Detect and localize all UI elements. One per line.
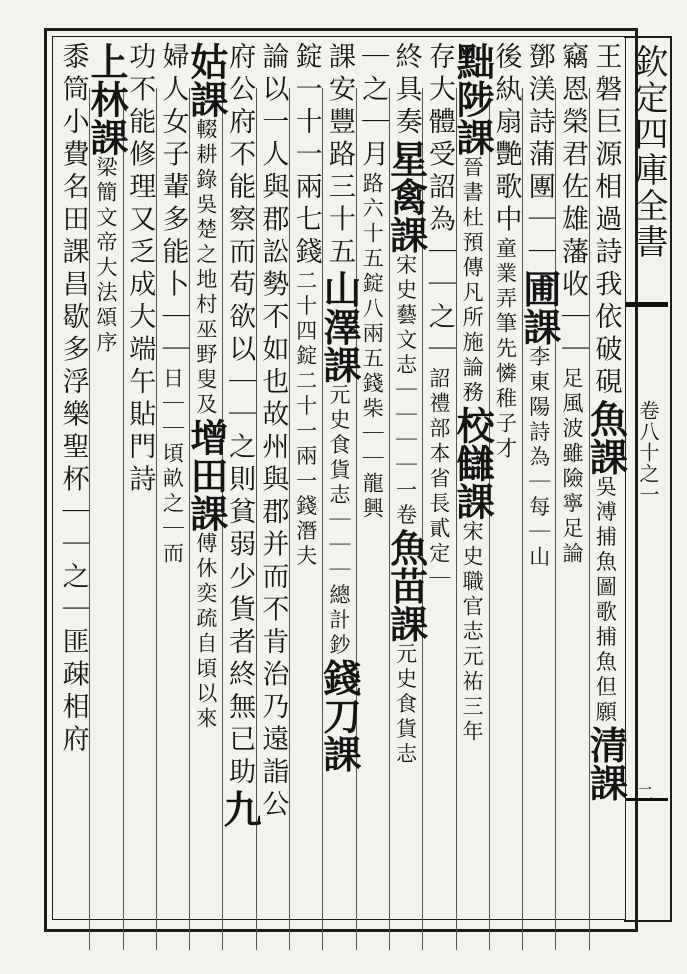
- citation-text: 輟耕錄吳楚之地村巫野叟及: [193, 118, 218, 418]
- body-text: 課安豐路三十五: [324, 42, 355, 270]
- body-text: 錠一十一兩七錢: [290, 42, 322, 270]
- entry-heading: 星禽課: [383, 139, 429, 254]
- citation-text: 梁簡文帝大法頌序: [93, 156, 118, 356]
- entry-heading: 魚苗課: [383, 528, 429, 643]
- citation-text: ｜｜龍興: [360, 422, 385, 522]
- entry-heading: 九: [217, 789, 263, 828]
- body-text: 鄧渼詩蒲團｜｜: [523, 42, 555, 270]
- entry-heading: 清課: [583, 725, 629, 802]
- body-text: 功不能修理又乏成大端午貼門詩: [124, 42, 156, 497]
- entry-heading: 校讎課: [450, 406, 496, 520]
- entry-heading: 增田課: [183, 418, 229, 532]
- citation-text: 潛夫: [293, 519, 318, 570]
- entry-heading: 圃課: [516, 269, 562, 346]
- citation-text: 詔禮部本省長貳定｜: [426, 367, 451, 592]
- citation-text: 元史食貨志｜｜｜總計鈔: [327, 383, 351, 659]
- entry-heading: 錢刀課: [317, 658, 362, 773]
- volume-label: 卷八十之一: [636, 400, 660, 505]
- citation-text: 路六十五錠八兩五錢柴: [360, 172, 385, 422]
- entry-heading: 山澤課: [317, 269, 362, 384]
- body-text: 存大體受詔為｜｜之｜: [423, 42, 455, 367]
- citation-text: 童業弄筆先憐稚子才: [493, 237, 518, 462]
- citation-text: 二十四錠二十一兩一錢: [293, 269, 318, 520]
- folio-number: 二: [636, 784, 654, 805]
- entry-heading: 魚課: [583, 399, 629, 476]
- citation-text: 傅休奕疏自頃以來: [193, 532, 218, 732]
- body-text: 論以一人與郡訟勢不如也故州與郡并而不肯治乃遠詣公: [257, 42, 289, 822]
- text-column: [50, 42, 96, 912]
- citation-text: 吳溥捕魚圖歌捕魚但願: [593, 475, 618, 726]
- body-text: 婦人女子輩多能卜｜｜: [157, 42, 189, 367]
- body-text: 王磐巨源相過詩我依破硯: [590, 42, 622, 400]
- citation-text: 李東陽詩為｜每｜山: [526, 345, 551, 571]
- citation-text: 宋史藝文志｜｜｜｜一卷: [393, 253, 418, 529]
- body-text: 黍筒小費名田課昌歇多浮樂聖杯｜｜之｜匪疎相府: [57, 42, 89, 757]
- citation-text: 足風波雖險寧足論: [560, 367, 585, 567]
- citation-text: 晉書杜預傳凡所施論務: [460, 156, 485, 406]
- entry-heading: 黜陟課: [450, 42, 496, 156]
- body-text: 終具奏: [390, 42, 422, 140]
- entry-heading: 上林課: [83, 42, 129, 156]
- body-text: ｜之｜月: [357, 42, 389, 172]
- citation-text: 宋史職官志元祐三年: [460, 520, 485, 745]
- body-text: 竊恩榮君佐雄藩收｜｜: [557, 42, 589, 367]
- text-columns: [56, 42, 629, 912]
- book-title: 欽定四庫全書: [628, 44, 668, 260]
- body-text: 後紈扇艷歌中: [490, 42, 522, 237]
- citation-text: 日｜｜頃畝之｜而: [160, 367, 185, 567]
- citation-text: 元史食貨志: [393, 642, 418, 768]
- fish-tail-mark: [626, 302, 668, 307]
- body-text: 府公府不能察而苟欲以｜｜之則貧弱少貨者終無已助: [224, 42, 256, 790]
- entry-heading: 姑課: [183, 42, 229, 118]
